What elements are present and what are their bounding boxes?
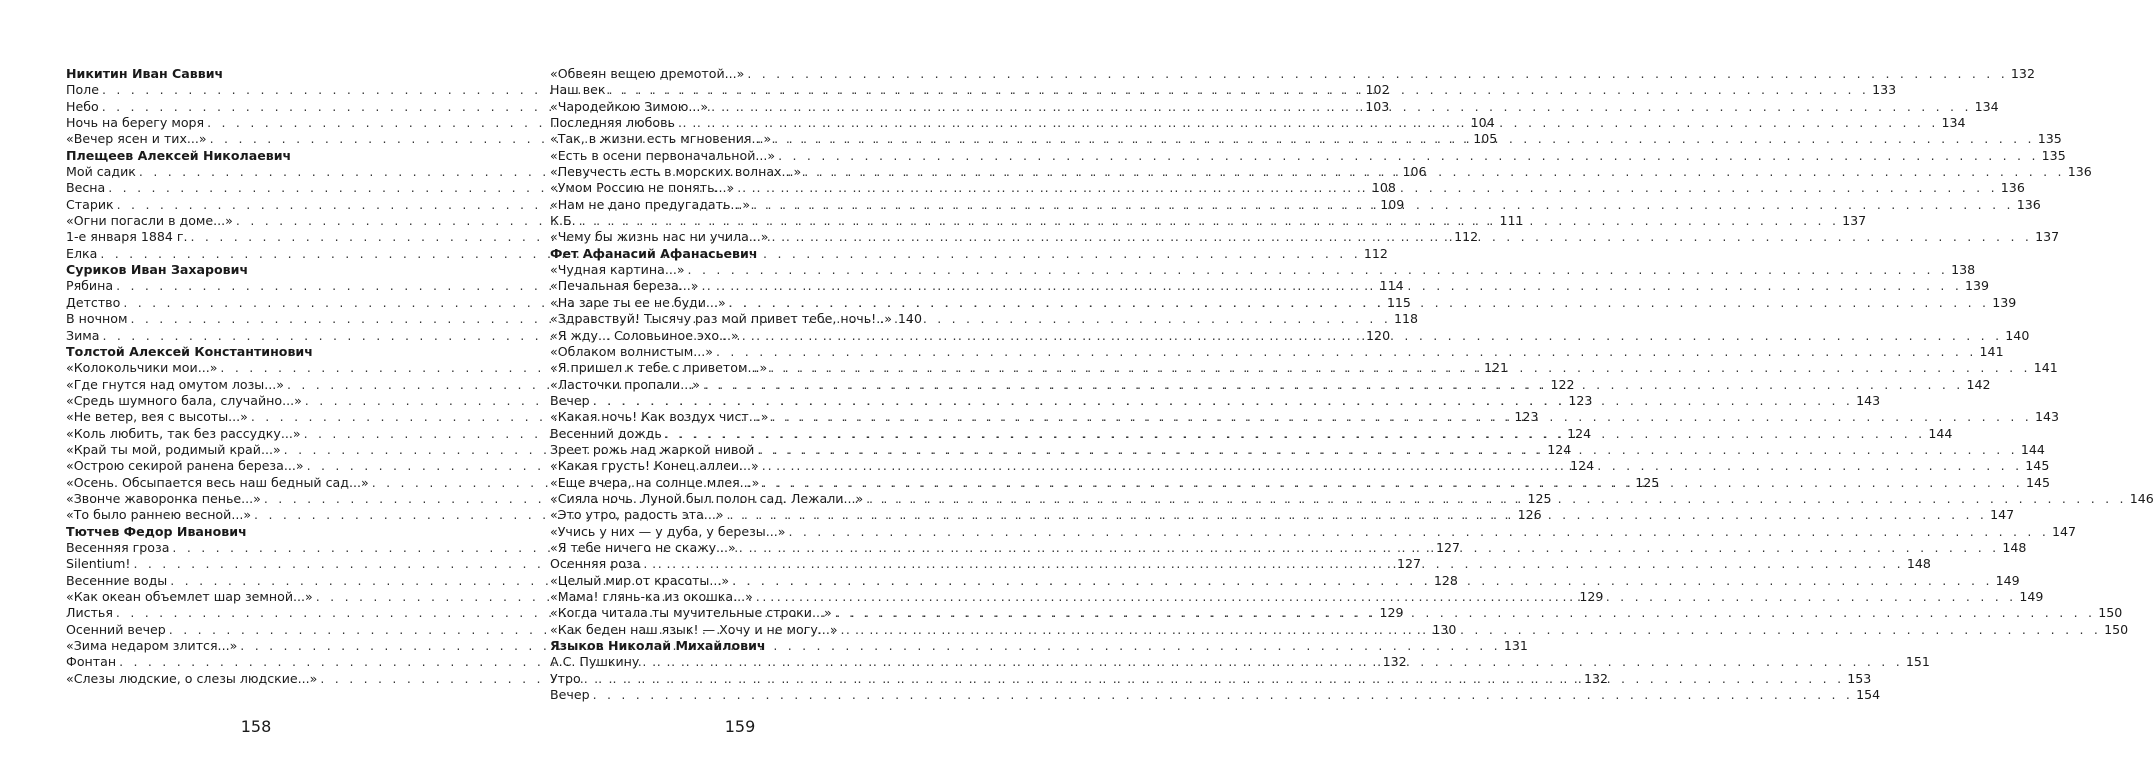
entry-title: К.Б.	[550, 213, 576, 229]
entry-page-number: 112	[1363, 245, 1388, 261]
entry-title: «Чудная картина...»	[550, 262, 685, 278]
dot-leader	[866, 491, 2127, 507]
author-heading: Языков Николай Михайлович	[550, 638, 766, 654]
entry-page-number: 126	[1517, 507, 1542, 523]
entry-title: «На заре ты ее не буди...»	[550, 294, 726, 310]
entry-title: «Слезы людские, о слезы людские...»	[66, 670, 318, 686]
entry-title: В ночном	[66, 311, 128, 327]
author-heading: Плещеев Алексей Николаевич	[66, 147, 292, 163]
entry-page-number: 131	[1503, 638, 1528, 654]
entry-title: Старик	[66, 196, 114, 212]
entry-page-number: 149	[1995, 572, 2020, 588]
entry-page-number: 102	[1365, 82, 1390, 98]
entry-title: Весенний дождь	[550, 425, 662, 441]
entry-page-number: 123	[1514, 409, 1539, 425]
entry-title: Елка	[66, 245, 98, 261]
entry-title: Зреет рожь над жаркой нивой	[550, 441, 755, 457]
entry-title: Листья	[66, 605, 113, 621]
entry-page-number: 124	[1567, 425, 1592, 441]
dot-leader	[747, 66, 2008, 82]
entry-title: Осенний вечер	[66, 621, 166, 637]
entry-title: «Я пришел к тебе с приветом...»	[550, 360, 768, 376]
entry-title: «Здравствуй! Тысячу раз мой привет тебе, ночь!..»	[550, 311, 892, 327]
entry-title: «Огни погасли в доме...»	[66, 213, 233, 229]
entry-title: «Как беден наш язык! — Хочу и не могу...»	[550, 621, 838, 637]
entry-page-number: 108	[1371, 180, 1396, 196]
entry-page-number: 136	[2016, 196, 2041, 212]
entry-page-number: 148	[1906, 556, 1931, 572]
toc-entry	[550, 262, 1976, 278]
dot-leader	[727, 507, 1988, 523]
entry-page-number: 129	[1579, 589, 1604, 604]
entry-page-number: 153	[1847, 670, 1872, 686]
entry-page-number: 144	[1928, 425, 1953, 441]
left-page-number: 158	[240, 717, 272, 736]
entry-page-number: 145	[2025, 458, 2050, 474]
entry-title: «Есть в осени первоначальной...»	[550, 147, 776, 163]
entry-title: «Мама! глянь-ка из окошка...»	[550, 589, 753, 604]
entry-title: Зима	[66, 327, 100, 343]
entry-page-number: 150	[2104, 621, 2129, 637]
entry-title: «Печальная береза...»	[550, 278, 699, 294]
dot-leader	[756, 589, 2017, 605]
dot-leader	[579, 213, 1840, 229]
dot-leader	[742, 328, 2003, 344]
entry-title: Детство	[66, 294, 121, 310]
entry-title: «Средь шумного бала, случайно...»	[66, 392, 302, 408]
entry-page-number: 132	[2010, 66, 2035, 81]
entry-page-number: 149	[2019, 589, 2044, 604]
entry-title: «Не ветер, вея с высоты...»	[66, 409, 248, 425]
dot-leader	[584, 671, 1845, 687]
entry-title: «Зима недаром злится...»	[66, 638, 238, 654]
dot-leader	[678, 115, 1939, 131]
entry-title: «Целый мир от красоты...»	[550, 572, 730, 588]
entry-title: «Певучесть есть в морских волнах...»	[550, 164, 802, 180]
entry-page-number: 104	[1470, 115, 1495, 131]
right-page-number: 159	[724, 717, 756, 736]
entry-page-number: 121	[1483, 360, 1509, 376]
dot-leader	[739, 540, 2000, 556]
dot-leader	[643, 556, 1904, 572]
entry-title: «Нам не дано предугадать...»	[550, 196, 751, 212]
entry-page-number: 150	[2098, 605, 2123, 621]
entry-page-number: 142	[1966, 376, 1991, 392]
entry-page-number: 143	[2035, 409, 2060, 425]
dot-leader	[762, 458, 2023, 474]
entry-title: Весенняя гроза	[66, 539, 170, 555]
entry-page-number: 147	[2052, 523, 2077, 539]
entry-title: «Колокольчики мои...»	[66, 360, 218, 376]
entry-page-number: 120	[1366, 327, 1391, 343]
toc-entry	[550, 343, 2004, 360]
entry-page-number: 112	[1454, 229, 1479, 245]
entry-title: «Чародейкою Зимою...»	[550, 98, 709, 114]
entry-page-number: 125	[1635, 474, 1660, 490]
entry-page-number: 147	[1990, 507, 2015, 523]
entry-page-number: 148	[2002, 539, 2027, 555]
entry-title: Последняя любовь	[550, 115, 675, 131]
dot-leader	[771, 409, 2032, 425]
dot-leader	[688, 262, 1949, 278]
author-heading: Суриков Иван Захарович	[66, 262, 249, 278]
entry-page-number: 118	[1394, 311, 1419, 327]
entry-page-number: 132	[1382, 654, 1407, 670]
entry-title: Silentium!	[66, 556, 131, 572]
entry-page-number: 111	[1499, 213, 1524, 229]
entry-page-number: 127	[1397, 556, 1422, 572]
entry-title: «Звонче жаворонка пенье...»	[66, 490, 261, 506]
entry-title: «Учись у них — у дуба, у березы...»	[550, 523, 786, 539]
entry-page-number: 122	[1550, 376, 1575, 392]
dot-leader	[835, 605, 2096, 621]
entry-title: Ночь на берегу моря	[66, 115, 205, 131]
dot-leader	[788, 524, 2049, 540]
entry-title: «Чему бы жизнь нас ни учила...»	[550, 229, 769, 245]
dot-leader	[716, 344, 1977, 360]
dot-leader	[711, 99, 1972, 115]
author-heading: Никитин Иван Саввич	[66, 66, 224, 81]
toc-entry	[550, 523, 2077, 540]
entry-title: Весенние воды	[66, 572, 168, 588]
entry-title: «Острою секирой ранена береза...»	[66, 458, 304, 474]
dot-leader	[841, 622, 2102, 638]
entry-title: Рябина	[66, 278, 114, 294]
entry-page-number: 125	[1527, 490, 1552, 506]
entry-title: Утро	[550, 670, 581, 686]
entry-page-number: 115	[1386, 294, 1411, 310]
entry-title: «Какая грусть! Конец аллеи...»	[550, 458, 759, 474]
dot-leader	[762, 475, 2023, 491]
dot-leader	[732, 573, 1993, 589]
dot-leader	[772, 229, 2033, 245]
entry-page-number: 137	[2035, 229, 2060, 245]
entry-page-number: 145	[2025, 474, 2050, 490]
dot-leader	[701, 278, 1962, 294]
entry-title: Фонтан	[66, 654, 117, 670]
entry-page-number: 130	[1432, 621, 1457, 637]
toc-entry	[550, 66, 2035, 82]
entry-page-number: 127	[1435, 539, 1461, 555]
dot-leader	[774, 131, 2035, 147]
toc-entry	[550, 687, 1881, 703]
entry-title: «Я тебе ничего не скажу...»	[550, 539, 736, 555]
entry-page-number: 141	[1979, 343, 2004, 359]
entry-page-number: 140	[897, 311, 922, 327]
dot-leader	[642, 654, 1903, 670]
entry-page-number: 140	[2005, 327, 2030, 343]
entry-page-number: 139	[1992, 294, 2017, 310]
entry-page-number: 133	[1872, 82, 1897, 98]
entry-page-number: 114	[1379, 278, 1404, 294]
entry-title: «Это утро, радость эта...»	[550, 507, 724, 523]
entry-title: «Где гнутся над омутом лозы...»	[66, 376, 284, 392]
entry-page-number: 124	[1570, 458, 1595, 474]
entry-page-number: 109	[1380, 196, 1405, 212]
entry-page-number: 144	[2020, 441, 2045, 457]
dot-leader	[609, 82, 1870, 98]
entry-page-number: 154	[1856, 687, 1881, 703]
entry-page-number: 135	[2037, 131, 2062, 147]
entry-title: Вечер	[550, 392, 590, 408]
author-heading: Фет Афанасий Афанасьевич	[550, 245, 758, 261]
dot-leader	[593, 687, 1854, 703]
entry-title: «Какая ночь! Как воздух чист...»	[550, 409, 769, 425]
entry-title: «Как океан объемлет шар земной...»	[66, 589, 313, 604]
entry-title: «Край ты мой, родимый край...»	[66, 441, 281, 457]
entry-page-number: 134	[1974, 98, 1999, 114]
dot-leader	[753, 197, 2014, 213]
entry-title: 1-е января 1884 г.	[66, 229, 188, 245]
entry-title: «Ласточки пропали...»	[550, 376, 700, 392]
entry-title: «Еще вчера, на солнце млея...»	[550, 474, 760, 490]
entry-title: «Я жду... Соловьиное эхо...»	[550, 327, 739, 343]
entry-page-number: 138	[1951, 262, 1976, 278]
entry-title: Поле	[66, 82, 99, 98]
entry-page-number: 137	[1842, 213, 1867, 229]
entry-title: Наш век	[550, 82, 606, 98]
entry-page-number: 139	[1965, 278, 1990, 294]
dot-leader	[778, 148, 2039, 164]
entry-title: «Облаком волнистым...»	[550, 343, 713, 359]
entry-page-number: 146	[2129, 490, 2154, 506]
author-heading: Толстой Алексей Константинович	[66, 343, 313, 359]
entry-page-number: 136	[2000, 180, 2025, 196]
entry-title: «Коль любить, так без рассудку...»	[66, 425, 301, 441]
dot-leader	[665, 426, 1926, 442]
entry-title: «Когда читала ты мучительные строки...»	[550, 605, 832, 621]
entry-title: Мой садик	[66, 164, 136, 180]
entry-page-number: 103	[1365, 98, 1390, 114]
dot-leader	[804, 164, 2065, 180]
dot-leader	[770, 360, 2031, 376]
entry-title: Осенняя роза	[550, 556, 641, 572]
entry-page-number: 128	[1433, 572, 1458, 588]
entry-title: «То было раннею весной...»	[66, 507, 252, 523]
entry-title: «Осень. Обсыпается весь наш бедный сад...»	[66, 474, 369, 490]
entry-page-number: 105	[1473, 131, 1498, 147]
entry-title: А.С. Пушкину	[550, 654, 640, 670]
toc-entry	[550, 147, 2066, 164]
entry-page-number: 106	[1402, 164, 1427, 180]
entry-page-number: 134	[1941, 115, 1966, 131]
entry-page-number: 151	[1905, 654, 1930, 670]
entry-title: Небо	[66, 98, 99, 114]
toc-entry	[550, 311, 922, 327]
entry-page-number: 124	[1547, 441, 1572, 457]
author-heading: Тютчев Федор Иванович	[66, 523, 247, 539]
dot-leader	[729, 295, 1990, 311]
entry-page-number: 136	[2067, 164, 2092, 180]
dot-leader	[593, 393, 1854, 409]
entry-page-number: 141	[2033, 360, 2058, 376]
entry-page-number: 123	[1568, 392, 1593, 408]
dot-leader	[757, 442, 2018, 458]
entry-title: «Обвеян вещею дремотой...»	[550, 66, 745, 81]
entry-title: «Сияла ночь. Луной был полон сад. Лежали...»	[550, 490, 864, 506]
entry-title: «Вечер ясен и тих...»	[66, 131, 207, 147]
entry-title: «Так, в жизни есть мгновения...»	[550, 131, 772, 147]
entry-title: «Умом Россию не понять...»	[550, 180, 735, 196]
entry-page-number: 132	[1583, 670, 1608, 686]
dot-leader	[703, 377, 1964, 393]
entry-page-number: 143	[1856, 392, 1881, 408]
dot-leader	[737, 180, 1998, 196]
entry-title: Вечер	[550, 687, 590, 703]
entry-page-number: 135	[2041, 147, 2066, 163]
entry-title: Весна	[66, 180, 106, 196]
entry-page-number: 129	[1379, 605, 1404, 621]
